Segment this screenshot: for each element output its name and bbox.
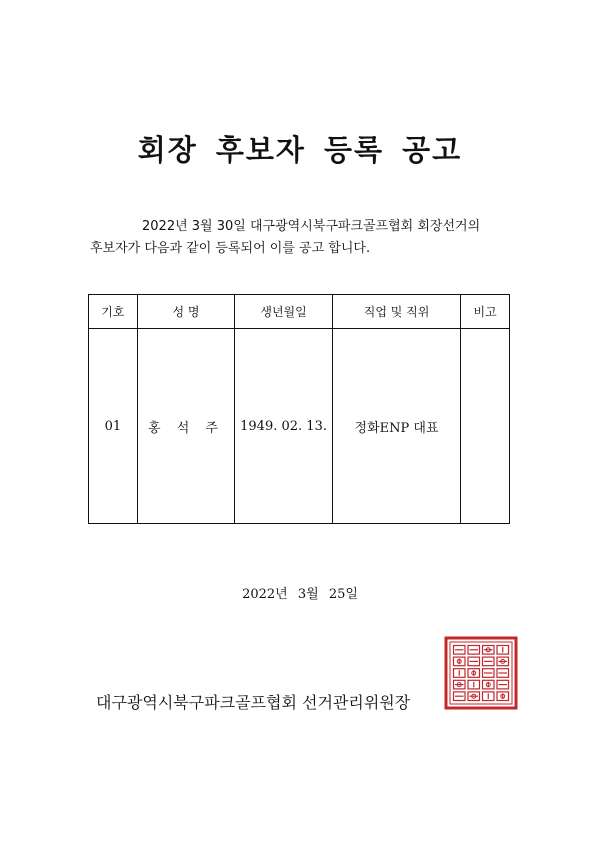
announcement-paragraph xyxy=(90,216,530,260)
official-seal-icon xyxy=(444,636,518,710)
page-title: 회장 후보자 등록 공고 xyxy=(137,133,463,167)
header-birthdate: 생년월일 xyxy=(235,295,333,329)
candidate-name: 홍 석 주 xyxy=(137,329,234,524)
candidate-table xyxy=(88,294,510,524)
header-remarks: 비고 xyxy=(461,295,510,329)
header-occupation: 직업 및 직위 xyxy=(332,295,460,329)
candidate-birthdate: 1949. 02. 13. xyxy=(235,329,333,524)
table-header-row xyxy=(89,295,510,329)
table-row xyxy=(89,329,510,524)
candidate-number: 01 xyxy=(89,329,138,524)
header-number: 기호 xyxy=(89,295,138,329)
announcement-date: 2022년 3월 25일 xyxy=(242,587,358,602)
candidate-occupation: 정화ENP 대표 xyxy=(332,329,460,524)
candidate-remarks xyxy=(461,329,510,524)
announcement-line-2: 후보자가 다음과 같이 등록되어 이를 공고 합니다. xyxy=(90,241,371,256)
issuer-name: 대구광역시북구파크골프협회 선거관리위원장 xyxy=(96,693,411,712)
header-name: 성 명 xyxy=(137,295,234,329)
announcement-line-1: 2022년 3월 30일 대구광역시북구파크골프협회 회장선거의 xyxy=(142,219,481,234)
